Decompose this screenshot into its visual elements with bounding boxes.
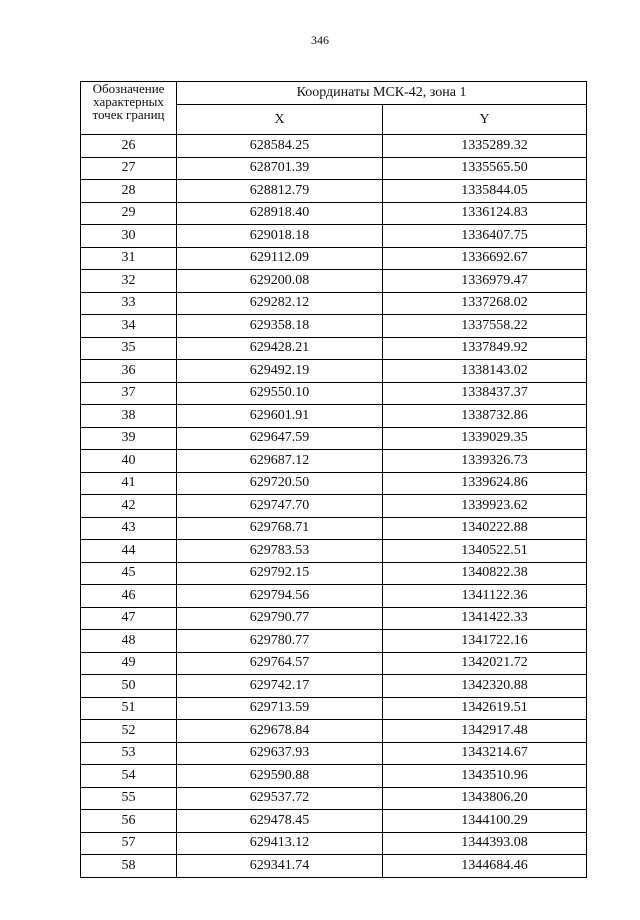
- point-number-cell: 46: [81, 585, 177, 608]
- point-number-cell: 53: [81, 742, 177, 765]
- y-coordinate-cell: 1336692.67: [383, 247, 587, 270]
- point-number-cell: 45: [81, 562, 177, 585]
- x-coordinate-cell: 629358.18: [177, 315, 383, 338]
- table-row: [81, 517, 587, 540]
- table-row: [81, 135, 587, 158]
- point-number-cell: 39: [81, 427, 177, 450]
- table-row: [81, 765, 587, 788]
- x-coordinate-cell: 629537.72: [177, 787, 383, 810]
- y-coordinate-cell: 1338143.02: [383, 360, 587, 383]
- point-number-cell: 43: [81, 517, 177, 540]
- x-coordinate-cell: 629200.08: [177, 270, 383, 293]
- x-coordinate-cell: 629678.84: [177, 720, 383, 743]
- y-coordinate-cell: 1344684.46: [383, 855, 587, 878]
- point-label-header-line: Обозначение: [92, 81, 165, 96]
- point-number-cell: 40: [81, 450, 177, 473]
- y-coordinate-cell: 1341122.36: [383, 585, 587, 608]
- x-coordinate-cell: 629478.45: [177, 810, 383, 833]
- point-number-cell: 26: [81, 135, 177, 158]
- y-coordinate-cell: 1342917.48: [383, 720, 587, 743]
- y-coordinate-cell: 1336407.75: [383, 225, 587, 248]
- y-coordinate-cell: 1339923.62: [383, 495, 587, 518]
- y-coordinate-cell: 1337558.22: [383, 315, 587, 338]
- y-coordinate-cell: 1342021.72: [383, 652, 587, 675]
- x-coordinate-cell: 629018.18: [177, 225, 383, 248]
- y-coordinate-cell: 1340222.88: [383, 517, 587, 540]
- x-coordinate-cell: 629687.12: [177, 450, 383, 473]
- x-coordinate-cell: 629790.77: [177, 607, 383, 630]
- y-coordinate-cell: 1344393.08: [383, 832, 587, 855]
- table-row: [81, 382, 587, 405]
- table-row: [81, 270, 587, 293]
- y-coordinate-cell: 1337849.92: [383, 337, 587, 360]
- x-coordinate-cell: 629428.21: [177, 337, 383, 360]
- x-coordinate-cell: 629413.12: [177, 832, 383, 855]
- y-coordinate-cell: 1343214.67: [383, 742, 587, 765]
- point-number-cell: 56: [81, 810, 177, 833]
- y-coordinate-cell: 1335844.05: [383, 180, 587, 203]
- x-coordinate-cell: 629764.57: [177, 652, 383, 675]
- x-coordinate-cell: 629747.70: [177, 495, 383, 518]
- coordinates-table: [80, 81, 587, 878]
- table-row: [81, 315, 587, 338]
- y-coordinate-cell: 1343510.96: [383, 765, 587, 788]
- point-number-cell: 28: [81, 180, 177, 203]
- point-number-cell: 49: [81, 652, 177, 675]
- y-coordinate-cell: 1336979.47: [383, 270, 587, 293]
- x-coordinate-cell: 629783.53: [177, 540, 383, 563]
- table-row: [81, 450, 587, 473]
- x-coordinate-cell: 629647.59: [177, 427, 383, 450]
- point-number-cell: 44: [81, 540, 177, 563]
- point-label-header: [81, 82, 177, 135]
- point-number-cell: 31: [81, 247, 177, 270]
- table-row: [81, 607, 587, 630]
- x-coordinate-cell: 629780.77: [177, 630, 383, 653]
- point-number-cell: 58: [81, 855, 177, 878]
- point-number-cell: 33: [81, 292, 177, 315]
- point-label-header-line: точек границ: [92, 107, 165, 122]
- point-label-header-line: характерных: [93, 94, 164, 109]
- table-row: [81, 337, 587, 360]
- x-coordinate-cell: 629601.91: [177, 405, 383, 428]
- x-coordinate-cell: 629713.59: [177, 697, 383, 720]
- y-coordinate-cell: 1335565.50: [383, 157, 587, 180]
- table-row: [81, 292, 587, 315]
- x-coordinate-cell: 629720.50: [177, 472, 383, 495]
- y-coordinate-cell: 1338437.37: [383, 382, 587, 405]
- y-coordinate-cell: 1341422.33: [383, 607, 587, 630]
- point-number-cell: 48: [81, 630, 177, 653]
- x-coordinate-cell: 628812.79: [177, 180, 383, 203]
- point-number-cell: 54: [81, 765, 177, 788]
- point-number-cell: 32: [81, 270, 177, 293]
- x-coordinate-cell: 629341.74: [177, 855, 383, 878]
- point-number-cell: 30: [81, 225, 177, 248]
- point-number-cell: 37: [81, 382, 177, 405]
- point-number-cell: 38: [81, 405, 177, 428]
- y-coordinate-cell: 1335289.32: [383, 135, 587, 158]
- table-row: [81, 157, 587, 180]
- point-number-cell: 50: [81, 675, 177, 698]
- table-row: [81, 585, 587, 608]
- y-coordinate-cell: 1339029.35: [383, 427, 587, 450]
- point-number-cell: 35: [81, 337, 177, 360]
- y-coordinate-cell: 1337268.02: [383, 292, 587, 315]
- point-number-cell: 42: [81, 495, 177, 518]
- y-column-header: Y: [383, 105, 587, 135]
- x-coordinate-cell: 629742.17: [177, 675, 383, 698]
- table-row: [81, 202, 587, 225]
- x-coordinate-cell: 629768.71: [177, 517, 383, 540]
- point-number-cell: 51: [81, 697, 177, 720]
- x-coordinate-cell: 629492.19: [177, 360, 383, 383]
- table-row: [81, 855, 587, 878]
- x-coordinate-cell: 629792.15: [177, 562, 383, 585]
- table-row: [81, 427, 587, 450]
- x-coordinate-cell: 629282.12: [177, 292, 383, 315]
- y-coordinate-cell: 1340822.38: [383, 562, 587, 585]
- y-coordinate-cell: 1340522.51: [383, 540, 587, 563]
- x-coordinate-cell: 629550.10: [177, 382, 383, 405]
- table-row: [81, 810, 587, 833]
- table-row: [81, 540, 587, 563]
- table-row: [81, 405, 587, 428]
- y-coordinate-cell: 1342619.51: [383, 697, 587, 720]
- x-coordinate-cell: 628584.25: [177, 135, 383, 158]
- y-coordinate-cell: 1338732.86: [383, 405, 587, 428]
- page-number: 346: [311, 33, 329, 47]
- table-row: [81, 652, 587, 675]
- table-row: [81, 180, 587, 203]
- table-row: [81, 360, 587, 383]
- x-coordinate-cell: 629794.56: [177, 585, 383, 608]
- table-row: [81, 675, 587, 698]
- coordinates-system-header: Координаты МСК-42, зона 1: [177, 82, 587, 105]
- table-row: [81, 630, 587, 653]
- coordinates-table-body: [81, 135, 587, 878]
- point-number-cell: 57: [81, 832, 177, 855]
- x-coordinate-cell: 629637.93: [177, 742, 383, 765]
- table-row: [81, 247, 587, 270]
- table-row: [81, 720, 587, 743]
- x-coordinate-cell: 629112.09: [177, 247, 383, 270]
- table-row: [81, 832, 587, 855]
- table-row: [81, 562, 587, 585]
- y-coordinate-cell: 1339624.86: [383, 472, 587, 495]
- table-row: [81, 495, 587, 518]
- table-row: [81, 225, 587, 248]
- point-number-cell: 47: [81, 607, 177, 630]
- x-coordinate-cell: 628701.39: [177, 157, 383, 180]
- table-row: [81, 787, 587, 810]
- x-coordinate-cell: 629590.88: [177, 765, 383, 788]
- point-number-cell: 34: [81, 315, 177, 338]
- y-coordinate-cell: 1339326.73: [383, 450, 587, 473]
- y-coordinate-cell: 1344100.29: [383, 810, 587, 833]
- x-column-header: X: [177, 105, 383, 135]
- table-row: [81, 697, 587, 720]
- y-coordinate-cell: 1341722.16: [383, 630, 587, 653]
- x-coordinate-cell: 628918.40: [177, 202, 383, 225]
- y-coordinate-cell: 1336124.83: [383, 202, 587, 225]
- y-coordinate-cell: 1342320.88: [383, 675, 587, 698]
- point-number-cell: 52: [81, 720, 177, 743]
- point-number-cell: 55: [81, 787, 177, 810]
- point-number-cell: 36: [81, 360, 177, 383]
- point-number-cell: 27: [81, 157, 177, 180]
- point-number-cell: 41: [81, 472, 177, 495]
- y-coordinate-cell: 1343806.20: [383, 787, 587, 810]
- table-row: [81, 472, 587, 495]
- table-row: [81, 742, 587, 765]
- point-number-cell: 29: [81, 202, 177, 225]
